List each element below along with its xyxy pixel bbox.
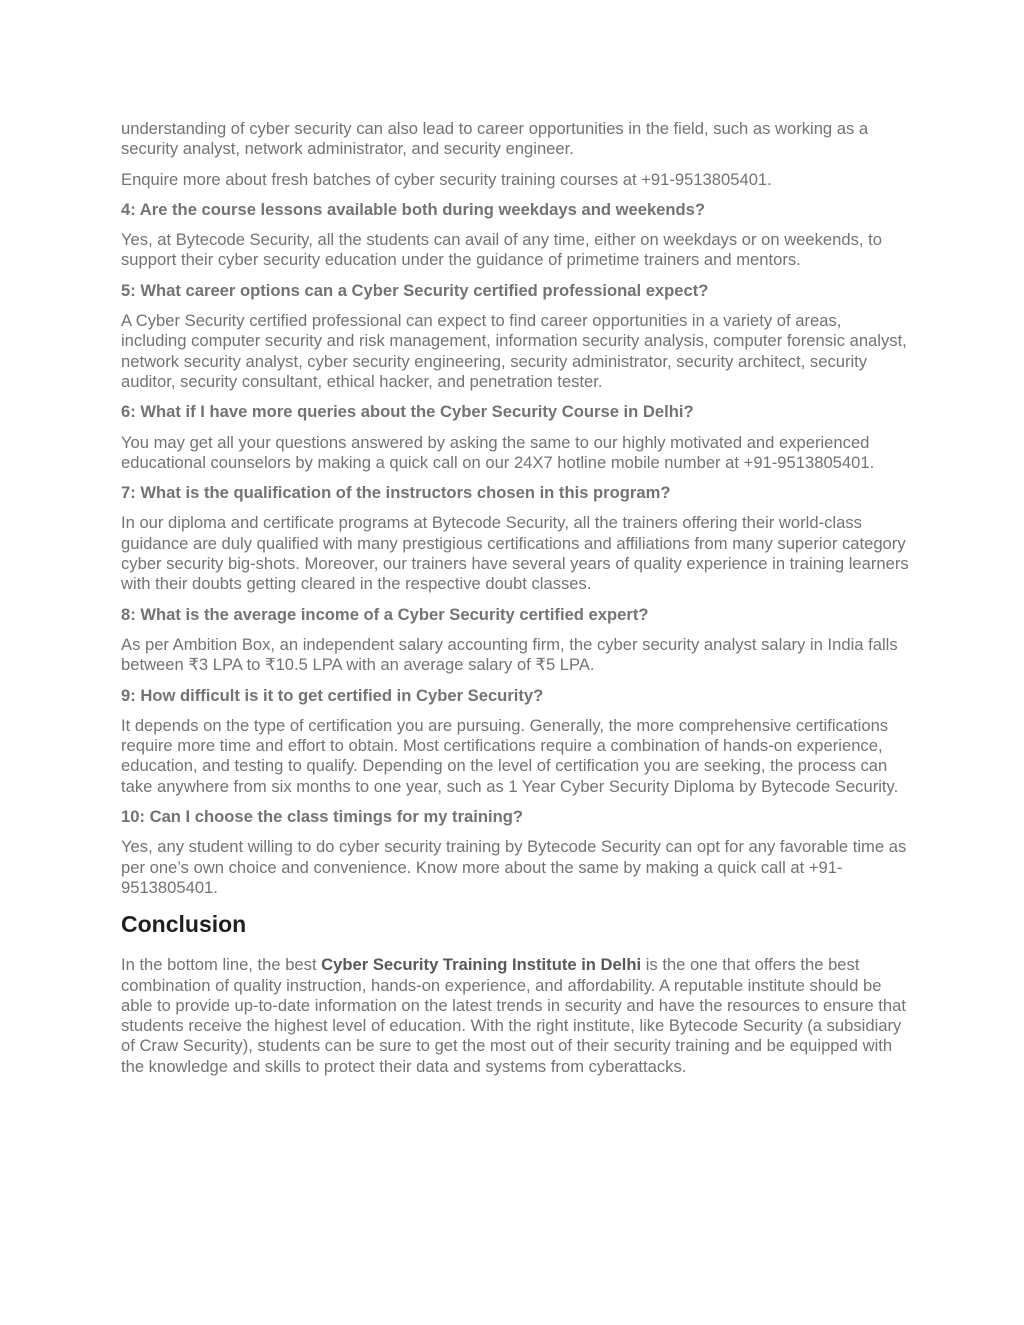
faq-question-5: 5: What career options can a Cyber Security certified professional expect? bbox=[121, 280, 709, 300]
faq-question-9: 9: How difficult is it to get certified in Cyber Security? bbox=[121, 685, 544, 705]
faq-answer-8: As per Ambition Box, an independent salary accounting firm, the cyber security analyst salary in India falls between ₹3 LPA to ₹10.5 LPA with an average salary of ₹5 LPA. bbox=[121, 634, 898, 675]
faq-answer-10: Yes, any student willing to do cyber security training by Bytecode Security can opt for any favorable time as per one’s own choice and convenience. Know more about the same by making a quick call at +91-9513805401. bbox=[121, 837, 907, 897]
faq-answer-9: It depends on the type of certification you are pursuing. Generally, the more comprehensive certifications require more time and effort to obtain. Most certifications require a combination of hands-on experience, education, and testing to qualify. Depending on the level of certification you are seeking, the process can take anywhere from six months to one year, such as 1 Year Cyber Security Diploma by Bytecode Security. bbox=[121, 715, 899, 796]
faq-answer-4: Yes, at Bytecode Security, all the students can avail of any time, either on weekdays or on weekends, to support their cyber security education under the guidance of primetime trainers and mentors. bbox=[121, 230, 882, 270]
conclusion-paragraph bbox=[121, 955, 911, 1077]
conclusion-text-before: In the bottom line, the best bbox=[121, 955, 322, 975]
faq-answer-6: You may get all your questions answered by asking the same to our highly motivated and experienced educational counselors by making a quick call on our 24X7 hotline mobile number at +91-9513805401. bbox=[121, 432, 875, 472]
conclusion-text-after: is the one that offers the best combination of quality instruction, hands-on experience, and affordability. A reputable institute should be able to provide up-to-date information on the latest trends in security and have the resources to ensure that students receive the highest level of education. With the right institute, like Bytecode Security (a subsidiary of Craw Security), students can be sure to get the most out of their security training and be equipped with the knowledge and skills to protect their data and systems from cyberattacks. bbox=[121, 955, 906, 1076]
intro-enquire: Enquire more about fresh batches of cyber security training courses at +91-9513805401. bbox=[121, 169, 772, 189]
faq-answer-7: In our diploma and certificate programs at Bytecode Security, all the trainers offering their world-class guidance are duly qualified with many prestigious certifications and affiliations from many superior category cyber security big-shots. Moreover, our trainers have several years of quality experience in training learners with their doubts getting cleared in the respective doubt classes. bbox=[121, 513, 909, 594]
faq-question-6: 6: What if I have more queries about the Cyber Security Course in Delhi? bbox=[121, 402, 694, 422]
faq-question-4: 4: Are the course lessons available both during weekdays and weekends? bbox=[121, 199, 706, 219]
faq-question-7: 7: What is the qualification of the instructors chosen in this program? bbox=[121, 483, 671, 503]
conclusion-bold-phrase: Cyber Security Training Institute in Delhi bbox=[321, 955, 642, 975]
intro-continuation: understanding of cyber security can also lead to career opportunities in the field, such as working as a security analyst, network administrator, and security engineer. bbox=[121, 119, 869, 159]
document-page bbox=[121, 119, 911, 1087]
faq-question-8: 8: What is the average income of a Cyber Security certified expert? bbox=[121, 604, 649, 624]
faq-answer-5: A Cyber Security certified professional can expect to find career opportunities in a variety of areas, including computer security and risk management, information security analysis, computer forensic analyst, network security analyst, cyber security engineering, security administrator, security architect, security auditor, security consultant, ethical hacker, and penetration tester. bbox=[121, 311, 907, 391]
conclusion-heading: Conclusion bbox=[121, 911, 247, 938]
faq-question-10: 10: Can I choose the class timings for my training? bbox=[121, 807, 524, 827]
